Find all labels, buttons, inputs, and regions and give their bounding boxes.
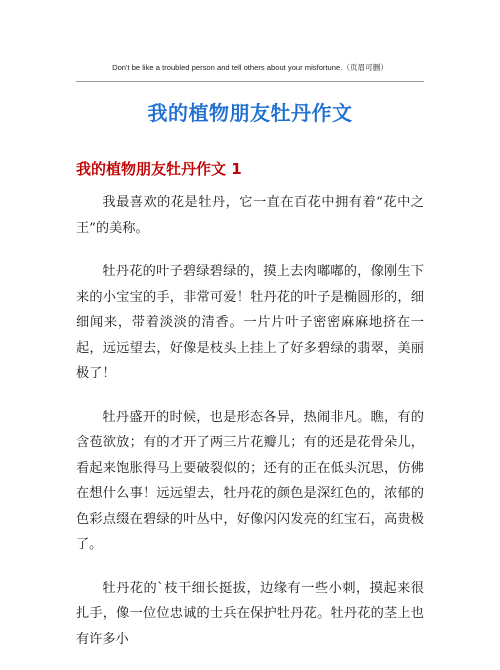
header-divider (76, 81, 424, 82)
body-text (76, 190, 424, 670)
paragraph: 牡丹盛开的时候，也是形态各异，热闹非凡。瞧，有的含苞欲放；有的才开了两三片花瓣儿；有的还是花骨朵儿，看起来饱胀得马上要破裂似的；还有的正在低头沉思，仿佛在想什么事！远远望去，牡丹花的颜色是深红色的，浓郁的色彩点缀在碧绿的叶丛中，好像闪闪发亮的红宝石，高贵极了。 (76, 409, 424, 552)
paragraph: 牡丹花的叶子碧绿碧绿的，摸上去肉嘟嘟的，像刚生下来的小宝宝的手，非常可爱！牡丹花的叶子是椭圆形的，细细闻来，带着淡淡的清香。一片片叶子密密麻麻地挤在一起，远远望去，好像是枝头上挂上了好多碧绿的翡翠，美丽极了！ (76, 264, 424, 381)
page-header-note: Don't be like a troubled person and tell others about your misfortune.（页眉可删） (112, 63, 388, 72)
paragraph: 我最喜欢的花是牡丹，它一直在百花中拥有着“花中之王”的美称。 (76, 195, 424, 236)
paragraph: 牡丹花的`枝干细长挺拔，边缘有一些小刺，摸起来很扎手，像一位位忠诚的士兵在保护牡丹花。牡丹花的茎上也有许多小 (76, 580, 424, 647)
document-title: 我的植物朋友牡丹作文 (147, 101, 353, 125)
section-heading: 我的植物朋友牡丹作文 1 (76, 160, 242, 178)
